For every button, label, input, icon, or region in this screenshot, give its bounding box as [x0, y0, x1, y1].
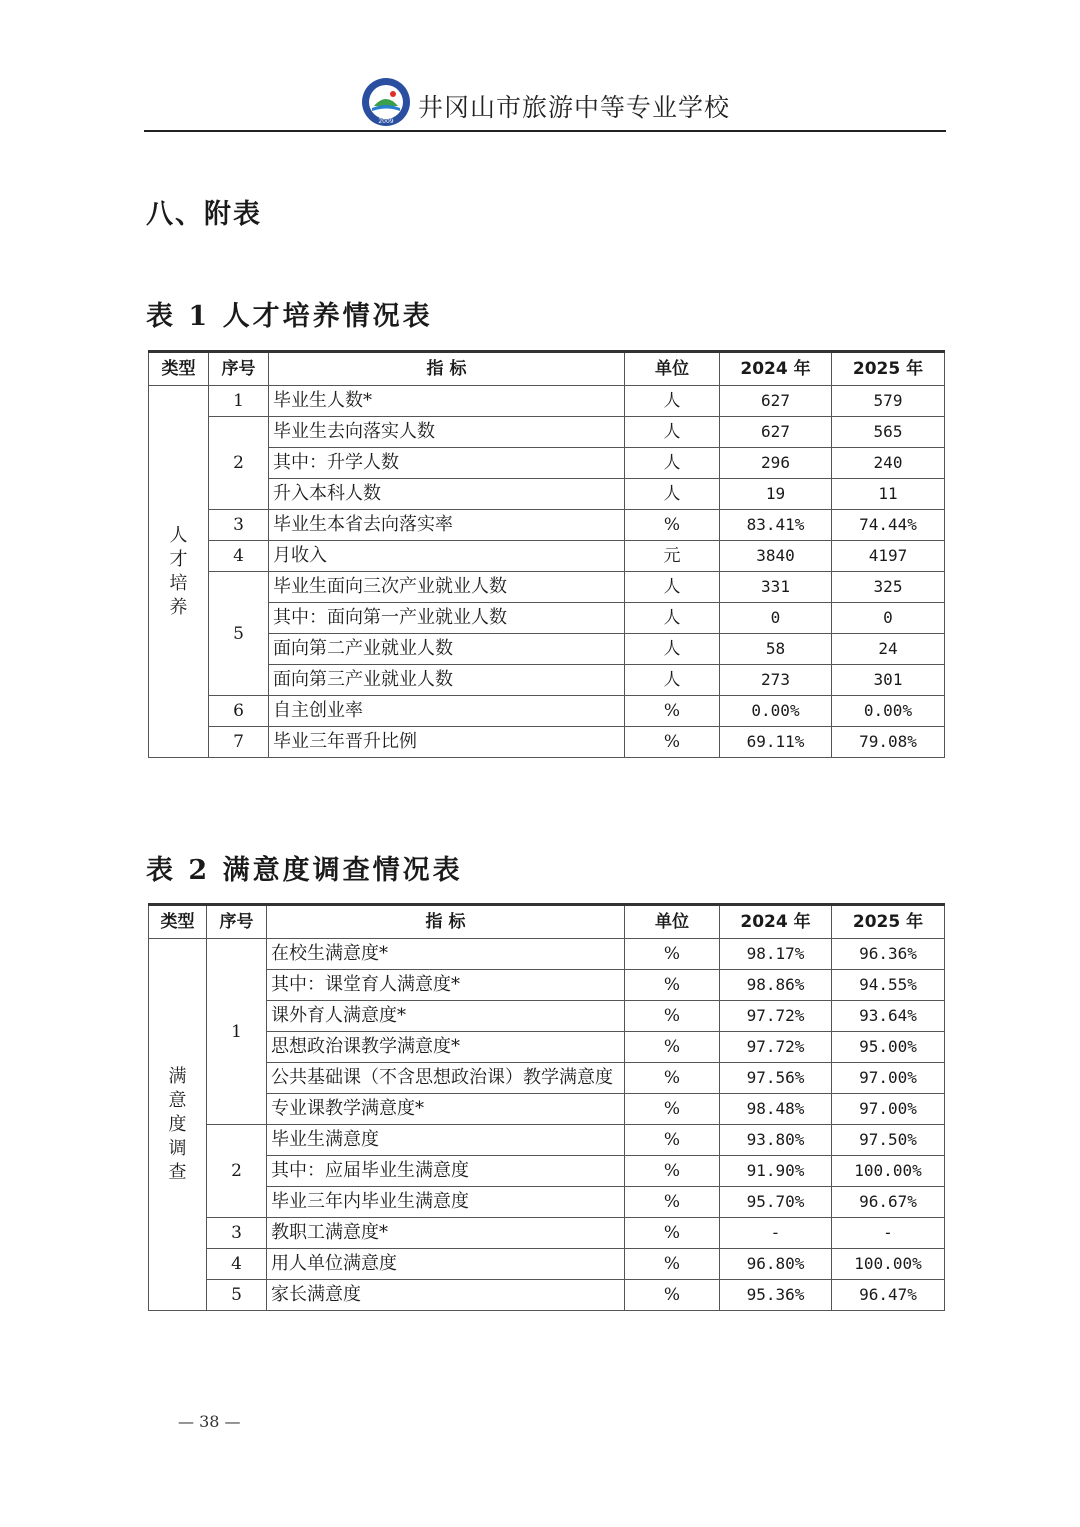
value-2025-cell: 11 [832, 479, 945, 510]
unit-cell: % [625, 1249, 720, 1280]
value-2024-cell: 0.00% [720, 696, 832, 727]
indicator-cell: 课外育人满意度* [267, 1001, 625, 1032]
indicator-cell: 其中：应届毕业生满意度 [267, 1156, 625, 1187]
unit-cell: 人 [625, 634, 720, 665]
logo-year: 2009 [378, 118, 394, 125]
unit-cell: % [625, 1001, 720, 1032]
value-2024-cell: 97.72% [720, 1001, 832, 1032]
indicator-cell: 家长满意度 [267, 1280, 625, 1311]
indicator-cell: 面向第二产业就业人数 [269, 634, 625, 665]
table-row [149, 1187, 945, 1218]
value-2024-cell: 627 [720, 386, 832, 417]
value-2025-cell: 97.00% [832, 1063, 945, 1094]
col-unit: 单位 [625, 905, 720, 939]
value-2024-cell: 3840 [720, 541, 832, 572]
value-2025-cell: 96.36% [832, 939, 945, 970]
value-2024-cell: 273 [720, 665, 832, 696]
table-row [149, 634, 945, 665]
value-2024-cell: 95.36% [720, 1280, 832, 1311]
value-2025-cell: 240 [832, 448, 945, 479]
value-2025-cell: 74.44% [832, 510, 945, 541]
col-unit: 单位 [625, 352, 720, 386]
table-row [149, 727, 945, 758]
value-2024-cell: 93.80% [720, 1125, 832, 1156]
value-2025-cell: 100.00% [832, 1156, 945, 1187]
indicator-cell: 在校生满意度* [267, 939, 625, 970]
table-row [149, 970, 945, 1001]
unit-cell: 人 [625, 665, 720, 696]
col-2025: 2025 年 [832, 352, 945, 386]
col-2025: 2025 年 [832, 905, 945, 939]
indicator-cell: 自主创业率 [269, 696, 625, 727]
table-row [149, 1156, 945, 1187]
value-2025-cell: 579 [832, 386, 945, 417]
table-row [149, 1280, 945, 1311]
value-2024-cell: 58 [720, 634, 832, 665]
value-2025-cell: 100.00% [832, 1249, 945, 1280]
seq-cell: 2 [207, 1125, 267, 1218]
unit-cell: % [625, 1187, 720, 1218]
seq-cell: 4 [207, 1249, 267, 1280]
indicator-cell: 月收入 [269, 541, 625, 572]
unit-cell: % [625, 1218, 720, 1249]
table-row [149, 1249, 945, 1280]
seq-cell: 3 [209, 510, 269, 541]
col-2024: 2024 年 [720, 905, 832, 939]
value-2024-cell: 83.41% [720, 510, 832, 541]
indicator-cell: 毕业生本省去向落实率 [269, 510, 625, 541]
unit-cell: % [625, 1063, 720, 1094]
table-row [149, 1218, 945, 1249]
table-row [149, 1001, 945, 1032]
value-2025-cell: 97.00% [832, 1094, 945, 1125]
value-2024-cell: 98.86% [720, 970, 832, 1001]
type-label: 人才培养 [169, 524, 188, 618]
value-2025-cell: 0.00% [832, 696, 945, 727]
unit-cell: % [625, 696, 720, 727]
value-2024-cell: 19 [720, 479, 832, 510]
indicator-cell: 用人单位满意度 [267, 1249, 625, 1280]
value-2024-cell: 627 [720, 417, 832, 448]
value-2025-cell: 24 [832, 634, 945, 665]
table2-title: 表 2 满意度调查情况表 [146, 855, 463, 886]
table1-title: 表 1 人才培养情况表 [146, 301, 433, 332]
table-row [149, 696, 945, 727]
indicator-cell: 毕业三年晋升比例 [269, 727, 625, 758]
table-row [149, 665, 945, 696]
school-logo-icon [360, 76, 412, 128]
value-2024-cell: 95.70% [720, 1187, 832, 1218]
col-seq: 序号 [209, 352, 269, 386]
table-row [149, 479, 945, 510]
table-row [149, 939, 945, 970]
value-2025-cell: 96.67% [832, 1187, 945, 1218]
value-2025-cell: 565 [832, 417, 945, 448]
seq-cell: 2 [209, 417, 269, 510]
col-type: 类型 [149, 905, 207, 939]
col-type: 类型 [149, 352, 209, 386]
seq-cell: 1 [209, 386, 269, 417]
indicator-cell: 毕业生人数* [269, 386, 625, 417]
seq-cell: 4 [209, 541, 269, 572]
unit-cell: % [625, 1156, 720, 1187]
seq-cell: 5 [207, 1280, 267, 1311]
table-header-row [149, 905, 945, 939]
table-row [149, 417, 945, 448]
unit-cell: 人 [625, 417, 720, 448]
indicator-cell: 其中：升学人数 [269, 448, 625, 479]
value-2025-cell: 96.47% [832, 1280, 945, 1311]
type-label: 满意度调查 [168, 1065, 187, 1183]
unit-cell: % [625, 939, 720, 970]
indicator-cell: 毕业生去向落实人数 [269, 417, 625, 448]
seq-cell: 5 [209, 572, 269, 696]
seq-cell: 7 [209, 727, 269, 758]
value-2024-cell: - [720, 1218, 832, 1249]
page-number: — 38 — [178, 1412, 241, 1431]
unit-cell: 人 [625, 479, 720, 510]
indicator-cell: 专业课教学满意度* [267, 1094, 625, 1125]
unit-cell: 人 [625, 386, 720, 417]
unit-cell: % [625, 1032, 720, 1063]
value-2024-cell: 331 [720, 572, 832, 603]
indicator-cell: 思想政治课教学满意度* [267, 1032, 625, 1063]
table-row [149, 1125, 945, 1156]
indicator-cell: 升入本科人数 [269, 479, 625, 510]
unit-cell: % [625, 1280, 720, 1311]
unit-cell: % [625, 510, 720, 541]
indicator-cell: 毕业三年内毕业生满意度 [267, 1187, 625, 1218]
unit-cell: % [625, 727, 720, 758]
value-2024-cell: 91.90% [720, 1156, 832, 1187]
value-2024-cell: 0 [720, 603, 832, 634]
value-2025-cell: - [832, 1218, 945, 1249]
value-2025-cell: 79.08% [832, 727, 945, 758]
value-2024-cell: 97.72% [720, 1032, 832, 1063]
table-row [149, 1063, 945, 1094]
unit-cell: 元 [625, 541, 720, 572]
indicator-cell: 其中：课堂育人满意度* [267, 970, 625, 1001]
type-cell [149, 386, 209, 758]
value-2025-cell: 325 [832, 572, 945, 603]
col-indicator: 指 标 [269, 352, 625, 386]
col-indicator: 指 标 [267, 905, 625, 939]
value-2024-cell: 98.48% [720, 1094, 832, 1125]
indicator-cell: 公共基础课（不含思想政治课）教学满意度 [267, 1063, 625, 1094]
indicator-cell: 面向第三产业就业人数 [269, 665, 625, 696]
satisfaction-survey-table [148, 903, 945, 1311]
type-cell [149, 939, 207, 1311]
value-2025-cell: 94.55% [832, 970, 945, 1001]
unit-cell: 人 [625, 572, 720, 603]
unit-cell: 人 [625, 448, 720, 479]
indicator-cell: 其中：面向第一产业就业人数 [269, 603, 625, 634]
unit-cell: % [625, 970, 720, 1001]
value-2024-cell: 96.80% [720, 1249, 832, 1280]
talent-training-table [148, 350, 945, 758]
table-row [149, 1032, 945, 1063]
unit-cell: % [625, 1094, 720, 1125]
value-2025-cell: 93.64% [832, 1001, 945, 1032]
col-2024: 2024 年 [720, 352, 832, 386]
table-row [149, 603, 945, 634]
indicator-cell: 教职工满意度* [267, 1218, 625, 1249]
indicator-cell: 毕业生满意度 [267, 1125, 625, 1156]
table-row [149, 541, 945, 572]
value-2025-cell: 95.00% [832, 1032, 945, 1063]
value-2024-cell: 97.56% [720, 1063, 832, 1094]
table-row [149, 1094, 945, 1125]
value-2025-cell: 301 [832, 665, 945, 696]
section-title: 八、附表 [146, 199, 262, 230]
value-2024-cell: 69.11% [720, 727, 832, 758]
value-2024-cell: 296 [720, 448, 832, 479]
value-2024-cell: 98.17% [720, 939, 832, 970]
table-row [149, 448, 945, 479]
page-header [144, 72, 946, 132]
col-seq: 序号 [207, 905, 267, 939]
value-2025-cell: 0 [832, 603, 945, 634]
value-2025-cell: 4197 [832, 541, 945, 572]
unit-cell: 人 [625, 603, 720, 634]
value-2025-cell: 97.50% [832, 1125, 945, 1156]
seq-cell: 6 [209, 696, 269, 727]
table-row [149, 572, 945, 603]
indicator-cell: 毕业生面向三次产业就业人数 [269, 572, 625, 603]
table-header-row [149, 352, 945, 386]
seq-cell: 1 [207, 939, 267, 1125]
school-name: 井冈山市旅游中等专业学校 [418, 93, 731, 122]
seq-cell: 3 [207, 1218, 267, 1249]
table-row [149, 510, 945, 541]
unit-cell: % [625, 1125, 720, 1156]
table-row [149, 386, 945, 417]
